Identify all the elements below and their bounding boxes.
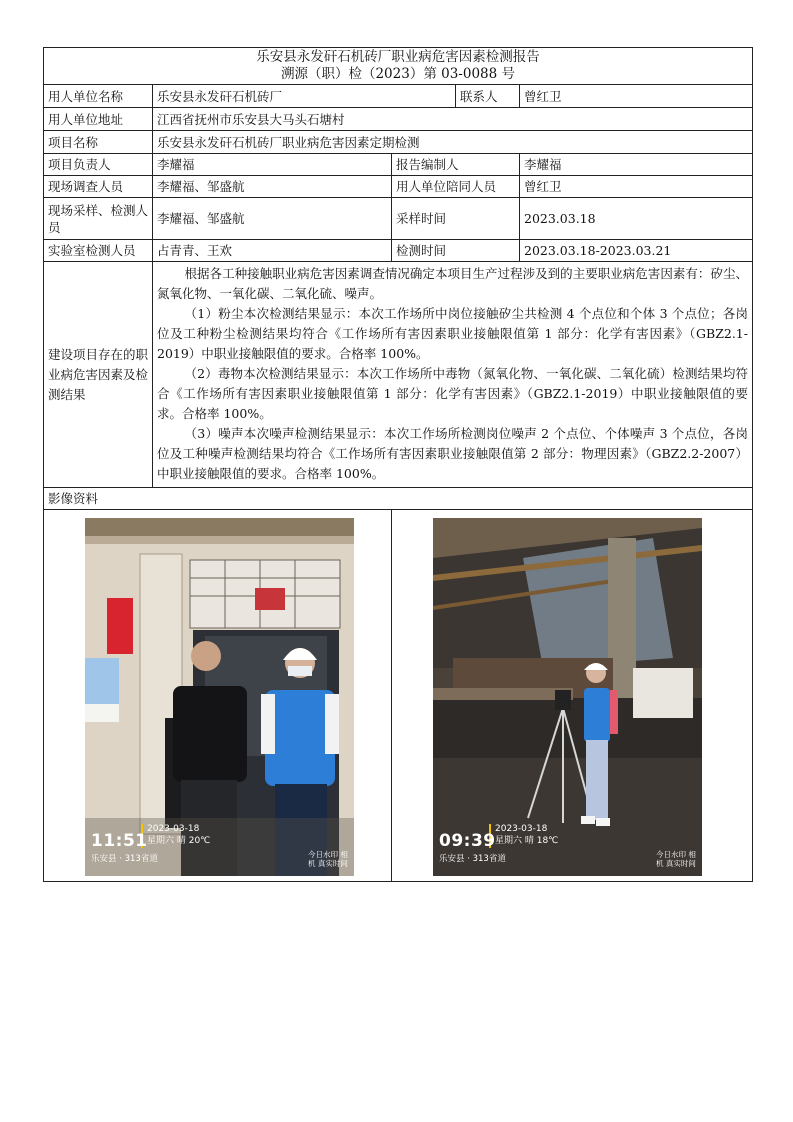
photo-cell-left — [44, 510, 392, 882]
sampling-time-label: 采样时间 — [392, 198, 520, 240]
compiler-label: 报告编制人 — [392, 154, 520, 176]
watermark-date: 2023-03-18 — [495, 824, 548, 834]
watermark-time: 11:51 — [91, 831, 148, 851]
photo-cell-right — [392, 510, 753, 882]
watermark-logo: 今日水印 相机 真实时间 — [308, 850, 348, 868]
results-paragraph: （3）噪声本次噪声检测结果显示：本次工作场所检测岗位噪声 2 个点位、个体噪声 3 个点位，各岗位及工种噪声检测结果均符合《工作场所有害因素职业接触限值第 2 部分：物理因素》（GBZ2.2-2007）中职业接触限值的要求。合格率 100%。 — [157, 425, 748, 481]
results-label: 建设项目存在的职业病危害因素及检测结果 — [44, 262, 153, 488]
watermark-location: 乐安县 · 313省道 — [439, 854, 506, 864]
results-paragraph: （2）毒物本次检测结果显示：本次工作场所中毒物（氮氧化物、一氧化碳、二氧化硫）检测结果均符合《工作场所有害因素职业接触限值第 1 部分：化学有害因素》（GBZ2.1-2019）中职业接触限值的要求。合格率 100%。 — [157, 365, 748, 421]
images-label: 影像资料 — [44, 488, 753, 510]
watermark-time: 09:39 — [439, 831, 496, 851]
escort-value: 曾红卫 — [520, 176, 753, 198]
photo-worksite — [433, 518, 702, 876]
results-body — [153, 262, 753, 488]
report-table — [43, 47, 753, 882]
report-header — [44, 48, 753, 85]
employer-value: 乐安县永发矸石机砖厂 — [153, 85, 456, 108]
watermark-date: 2023-03-18 — [147, 824, 200, 834]
watermark-logo: 今日水印 相机 真实时间 — [656, 850, 696, 868]
contact-value: 曾红卫 — [520, 85, 753, 108]
address-label: 用人单位地址 — [44, 108, 153, 131]
photo-entrance — [85, 518, 354, 876]
project-value: 乐安县永发矸石机砖厂职业病危害因素定期检测 — [153, 131, 753, 154]
sampling-time-value: 2023.03.18 — [520, 198, 753, 240]
leader-value: 李耀福 — [153, 154, 392, 176]
watermark-weather: 星期六 晴 20℃ — [147, 836, 211, 846]
escort-label: 用人单位陪同人员 — [392, 176, 520, 198]
lab-label: 实验室检测人员 — [44, 240, 153, 262]
project-label: 项目名称 — [44, 131, 153, 154]
test-time-label: 检测时间 — [392, 240, 520, 262]
photo-entrance-image — [85, 518, 354, 876]
report-number: 溯源（职）检（2023）第 03-0088 号 — [280, 66, 516, 82]
test-time-value: 2023.03.18-2023.03.21 — [520, 240, 753, 262]
surveyor-label: 现场调查人员 — [44, 176, 153, 198]
compiler-value: 李耀福 — [520, 154, 753, 176]
photo-worksite-image — [433, 518, 702, 876]
lab-value: 占青青、王欢 — [153, 240, 392, 262]
sampler-label: 现场采样、检测人员 — [44, 198, 153, 240]
results-paragraph: 根据各工种接触职业病危害因素调查情况确定本项目生产过程涉及到的主要职业病危害因素有：矽尘、氮氧化物、一氧化碳、二氧化硫、噪声。 — [157, 265, 748, 301]
watermark-location: 乐安县 · 313省道 — [91, 854, 158, 864]
employer-label: 用人单位名称 — [44, 85, 153, 108]
sampler-value: 李耀福、邹盛航 — [153, 198, 392, 240]
contact-label: 联系人 — [456, 85, 520, 108]
address-value: 江西省抚州市乐安县大马头石塘村 — [153, 108, 753, 131]
results-paragraph: （1）粉尘本次检测结果显示：本次工作场所中岗位接触矽尘共检测 4 个点位和个体 3 个点位；各岗位及工种粉尘检测结果均符合《工作场所有害因素职业接触限值第 1 部分：化学有害因素》（GBZ2.1-2019）中职业接触限值的要求。合格率 100%。 — [157, 305, 748, 361]
watermark-weather: 星期六 晴 18℃ — [495, 836, 559, 846]
report-title: 乐安县永发矸石机砖厂职业病危害因素检测报告 — [256, 49, 540, 65]
report-sheet — [43, 47, 752, 882]
surveyor-value: 李耀福、邹盛航 — [153, 176, 392, 198]
leader-label: 项目负责人 — [44, 154, 153, 176]
